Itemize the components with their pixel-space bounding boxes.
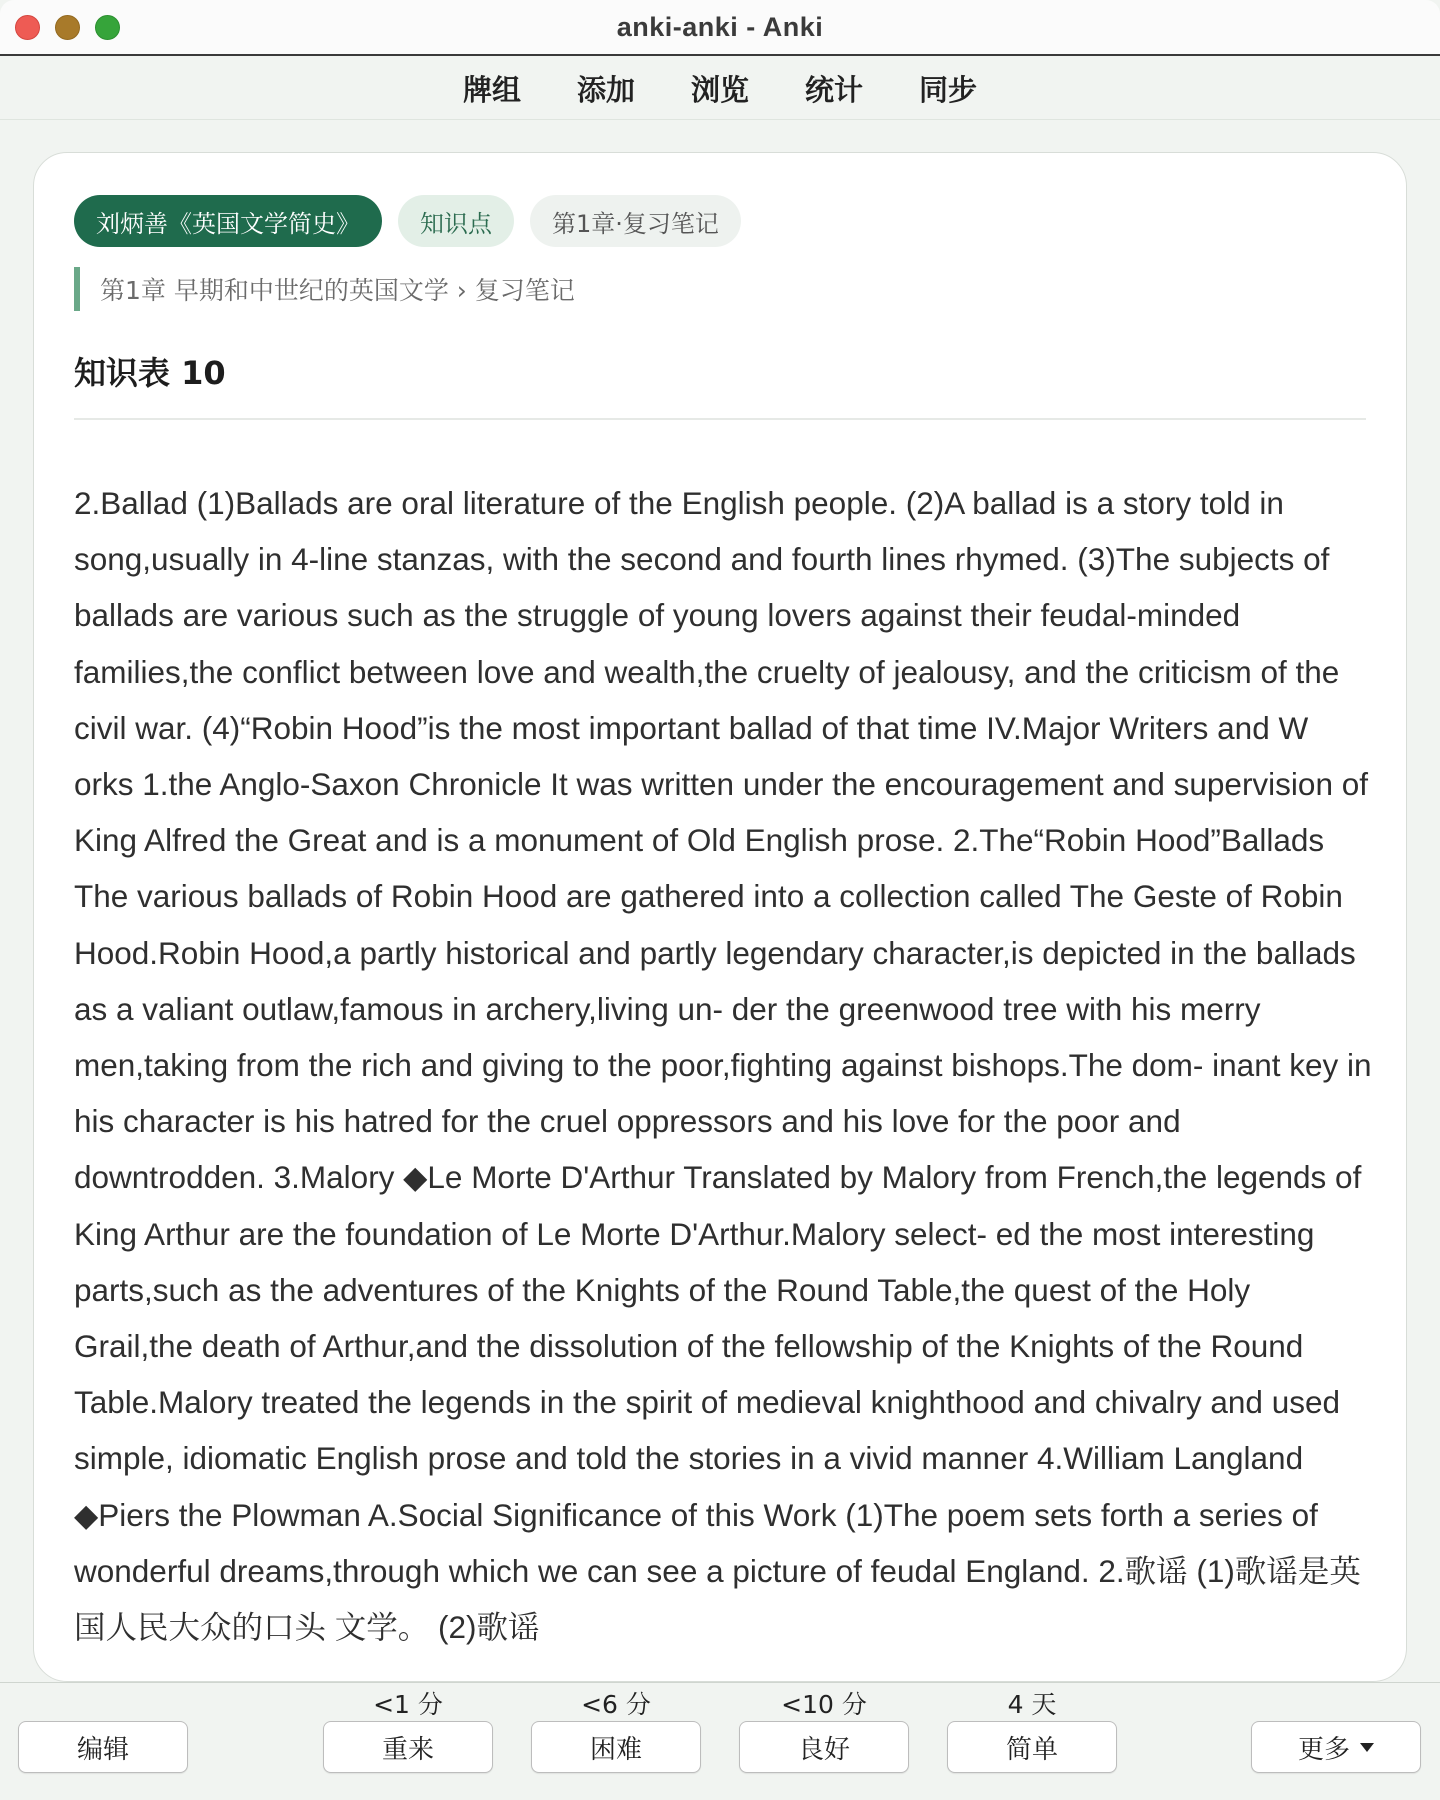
interval-hard: <6 分 [581, 1690, 651, 1719]
easy-button-label: 简单 [1005, 1734, 1058, 1765]
tag-book: 刘炳善《英国文学简史》 [74, 195, 382, 247]
more-button-label: 更多 [1297, 1734, 1350, 1765]
card-body-text: 2.Ballad (1)Ballads are oral literature of the English people. (2)A ballad is a story told in song,usually in 4-line stanzas, with the second and fourth lines rhymed. (3)The subjects of ballads are various such as the struggle of young lovers against their feudal-minded families,the conflict between love and wealth,the cruelty of jealousy, and the criticism of the civil war. (4)“Robin Hood”is the most important ballad of that time IV.Major Writers and W orks 1.the Anglo-Saxon Chronicle It was written under the encouragement and supervision of King Alfred the Great and is a monument of Old English prose. 2.The“Robin Hood”Ballads The various ballads of Robin Hood are gathered into a collection called The Geste of Robin Hood.Robin Hood,a partly historical and partly legendary character,is depicted in the ballads as a valiant outlaw,famous in archery,living un- der the greenwood tree with his merry men,taking from the rich and giving to the poor,fighting against bishops.The dom- inant key in his character is his hatred for the cruel oppressors and his love for the poor and downtrodden. 3.Malory ◆Le Morte D'Arthur Translated by Malory from French,the legends of King Arthur are the foundation of Le Morte D'Arthur.Malory select- ed the most interesting parts,such as the adventures of the Knights of the Round Table,the quest of the Holy Grail,the death of Arthur,and the dissolution of the fellowship of the Knights of the Round Table.Malory treated the legends in the spirit of medieval knighthood and chivalry and used simple, idiomatic English prose and told the stories in a vivid manner 4.William Langland ◆Piers the Plowman A.Social Significance of this Work (1)The poem sets forth a series of wonderful dreams,through which we can see a picture of feudal England. 2.歌谣 (1)歌谣是英国人民大众的口头 文学。 (2)歌谣 [74, 485, 1372, 1646]
tag-list [74, 195, 741, 247]
interval-easy: 4 天 [1007, 1690, 1057, 1719]
chevron-down-icon [1360, 1743, 1374, 1752]
top-nav [0, 58, 1440, 120]
breadcrumb-text: 第1章 早期和中世纪的英国文学 › 复习笔记 [100, 276, 575, 305]
title-bar [0, 0, 1440, 56]
hard-button[interactable] [531, 1721, 701, 1773]
edit-button[interactable] [18, 1721, 188, 1773]
edit-button-label: 编辑 [76, 1734, 129, 1765]
easy-button[interactable] [947, 1721, 1117, 1773]
window-title: anki-anki - Anki [616, 12, 824, 42]
nav-decks[interactable]: 牌组 [462, 73, 521, 107]
card-title: 知识表 10 [74, 354, 226, 392]
answer-bar [0, 1682, 1440, 1800]
review-card [33, 152, 1407, 1682]
hard-button-label: 困难 [589, 1734, 642, 1765]
breadcrumb [74, 267, 575, 311]
good-button[interactable] [739, 1721, 909, 1773]
divider [74, 418, 1366, 420]
nav-browse[interactable]: 浏览 [690, 73, 749, 107]
good-button-label: 良好 [797, 1734, 850, 1765]
more-button[interactable] [1251, 1721, 1421, 1773]
interval-again: <1 分 [373, 1690, 443, 1719]
nav-add[interactable]: 添加 [576, 73, 635, 107]
nav-sync[interactable]: 同步 [919, 73, 978, 107]
nav-stats[interactable]: 统计 [805, 73, 864, 107]
interval-good: <10 分 [781, 1690, 867, 1719]
again-button[interactable] [323, 1721, 493, 1773]
tag-chapter-notes: 第1章·复习笔记 [530, 195, 741, 247]
again-button-label: 重来 [381, 1734, 434, 1765]
tag-knowledge-point: 知识点 [398, 195, 514, 247]
